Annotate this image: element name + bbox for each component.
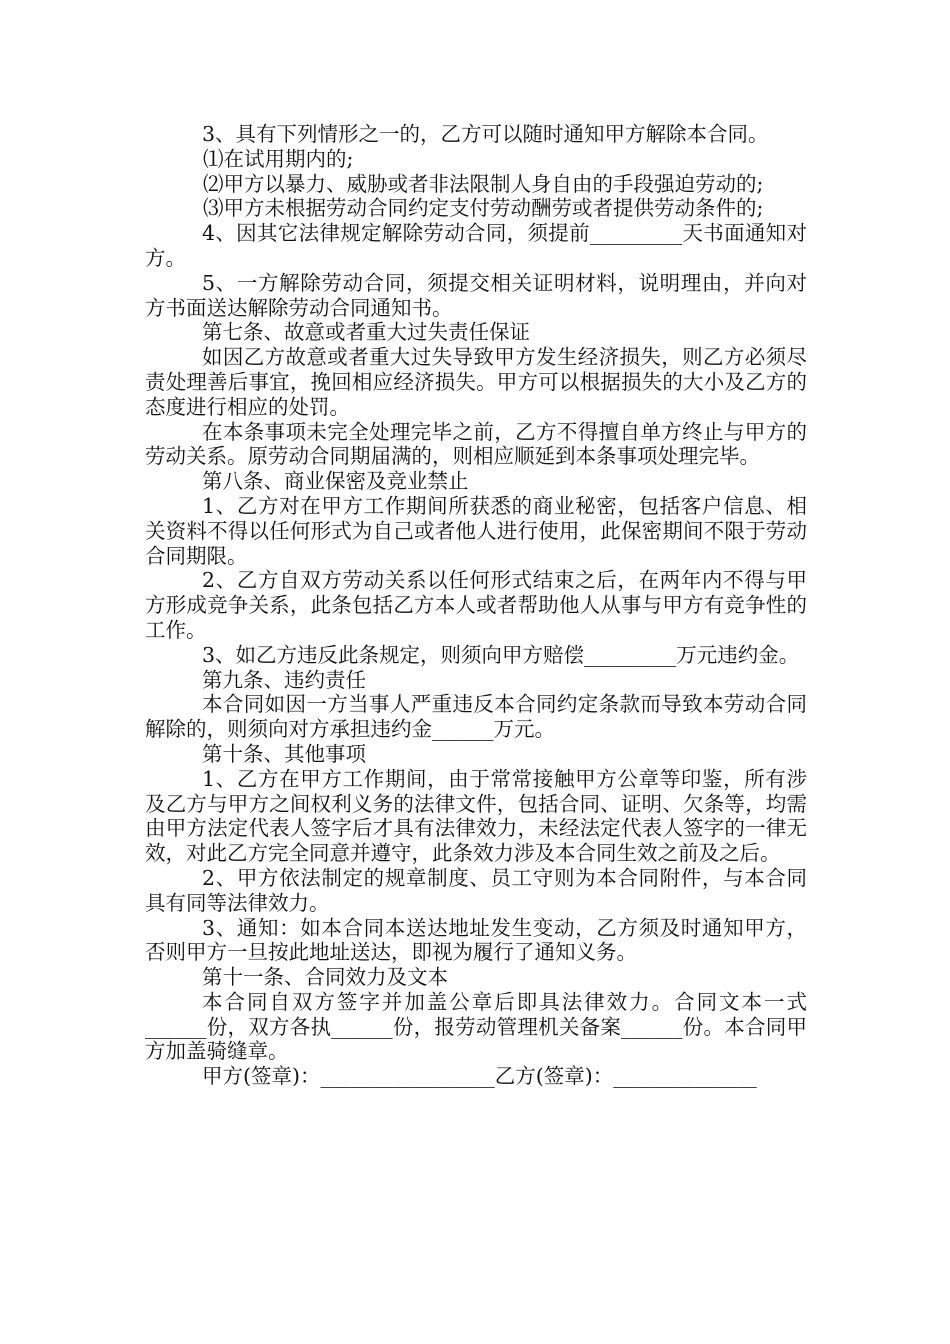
clause-item: ⑵甲方以暴力、威胁或者非法限制人身自由的手段强迫劳动的;: [203, 171, 764, 196]
article-heading: 第十一条、合同效力及文本: [202, 965, 448, 990]
clause-paragraph: 本合同如因一方当事人严重违反本合同约定条款而导致本劳动合同解除的，则须向对方承担违约金______万元。: [145, 692, 807, 742]
document-body: [145, 122, 807, 1089]
clause-paragraph: 5、一方解除劳动合同，须提交相关证明材料，说明理由，并向对方书面送达解除劳动合同通知书。: [145, 270, 807, 320]
clause-paragraph: 4、因其它法律规定解除劳动合同，须提前_________天书面通知对方。: [145, 221, 807, 270]
clause-paragraph: 3、通知：如本合同本送达地址发生变动，乙方须及时通知甲方，否则甲方一旦按此地址送达，即视为履行了通知义务。: [145, 915, 807, 965]
signature-line: 甲方(签章)：_________________乙方(签章)：______________: [202, 1064, 757, 1089]
clause-paragraph: 本合同自双方签字并加盖公章后即具法律效力。合同文本一式______份，双方各执______份，报劳动管理机关备案______份。本合同甲方加盖骑缝章。: [145, 989, 807, 1064]
article-heading: 第八条、商业保密及竞业禁止: [202, 469, 469, 494]
article-heading: 第十条、其他事项: [202, 741, 366, 766]
article-heading: 第七条、故意或者重大过失责任保证: [202, 320, 530, 345]
clause-paragraph: 如因乙方故意或者重大过失导致甲方发生经济损失，则乙方必须尽责处理善后事宜，挽回相应经济损失。甲方可以根据损失的大小及乙方的态度进行相应的处罚。: [145, 345, 807, 419]
clause-item: ⑶甲方未根据劳动合同约定支付劳动酬劳或者提供劳动条件的;: [203, 196, 764, 221]
clause-paragraph: 3、具有下列情形之一的，乙方可以随时通知甲方解除本合同。: [202, 122, 769, 146]
clause-paragraph: 1、乙方对在甲方工作期间所获悉的商业秘密，包括客户信息、相关资料不得以任何形式为自己或者他人进行使用，此保密期间不限于劳动合同期限。: [145, 493, 807, 568]
clause-paragraph: 1、乙方在甲方工作期间，由于常常接触甲方公章等印鉴，所有涉及乙方与甲方之间权利义务的法律文件，包括合同、证明、欠条等，均需由甲方法定代表人签字后才具有法律效力，未经法定代表人签字的一律无效，对此乙方完全同意并遵守，此条效力涉及本合同生效之前及之后。: [145, 766, 807, 866]
clause-paragraph: 2、甲方依法制定的规章制度、员工守则为本合同附件，与本合同具有同等法律效力。: [145, 865, 807, 915]
clause-item: ⑴在试用期内的;: [203, 146, 354, 171]
clause-paragraph: 2、乙方自双方劳动关系以任何形式结束之后，在两年内不得与甲方形成竞争关系，此条包括乙方本人或者帮助他人从事与甲方有竞争性的工作。: [145, 568, 807, 642]
clause-paragraph: 在本条事项未完全处理完毕之前，乙方不得擅自单方终止与甲方的劳动关系。原劳动合同期届满的，则相应顺延到本条事项处理完毕。: [145, 419, 807, 469]
article-heading: 第九条、违约责任: [202, 667, 366, 692]
clause-paragraph: 3、如乙方违反此条规定，则须向甲方赔偿_________万元违约金。: [202, 642, 800, 667]
